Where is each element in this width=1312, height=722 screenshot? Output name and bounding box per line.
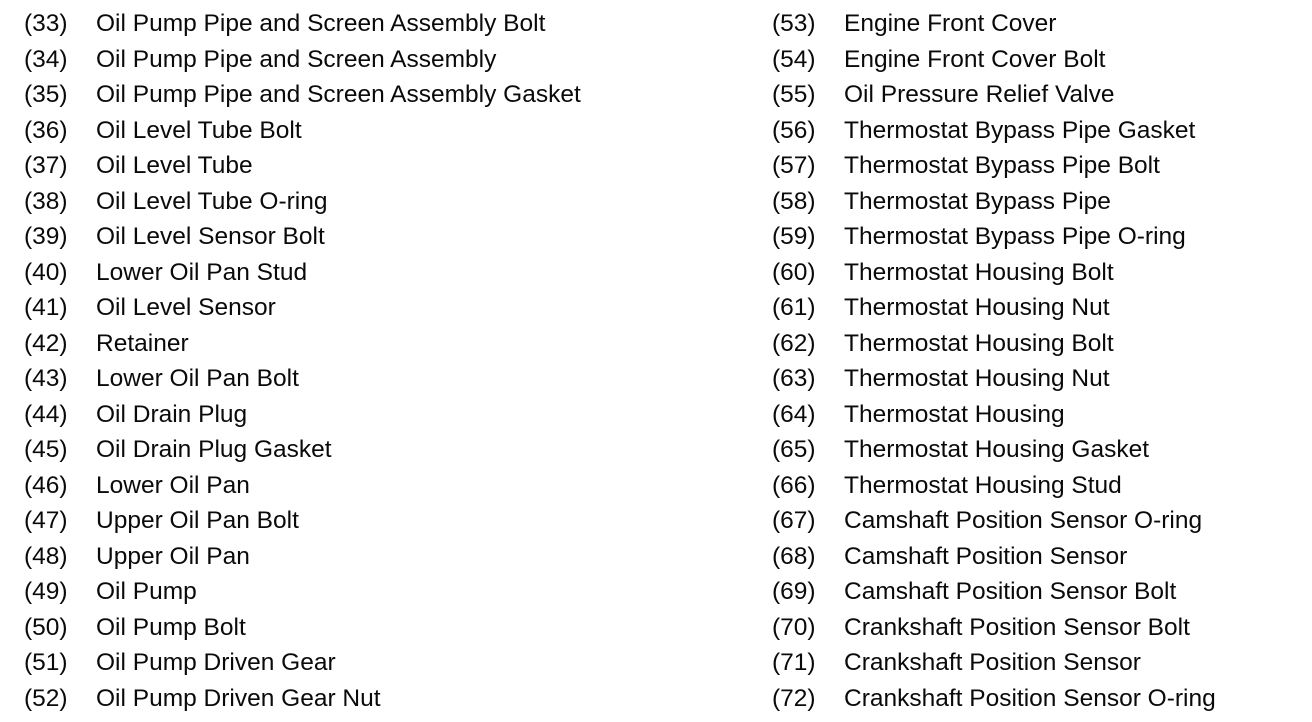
part-number: (39) [24,223,68,250]
part-number: (34) [24,45,68,73]
part-name: Thermostat Housing [844,400,1065,428]
part-name: Thermostat Housing Stud [844,471,1122,499]
part-number: (33) [24,10,68,37]
part-number: (46) [24,471,68,499]
parts-list-item [24,77,724,113]
parts-list-item [24,290,724,326]
parts-list-item [772,290,1302,326]
part-number: (53) [772,10,816,37]
part-name: Oil Pressure Relief Valve [844,81,1115,108]
part-number: (50) [24,613,68,641]
part-name: Crankshaft Position Sensor O-ring [844,684,1216,712]
parts-list-item [24,6,724,42]
part-name: Oil Pump Pipe and Screen Assembly [96,45,497,73]
parts-list-item [24,148,724,184]
part-name: Oil Level Sensor Bolt [96,223,325,250]
part-number: (70) [772,613,816,641]
part-name: Crankshaft Position Sensor [844,649,1141,676]
part-name: Lower Oil Pan [96,471,250,499]
parts-list-item [24,326,724,362]
parts-list-right [772,6,1302,716]
part-name: Retainer [96,329,189,357]
part-number: (42) [24,329,68,357]
parts-list-item [772,255,1302,291]
part-number: (62) [772,329,816,357]
parts-list-item [24,432,724,468]
parts-list-item [772,113,1302,149]
part-number: (71) [772,649,816,676]
parts-list-item [24,574,724,610]
part-number: (38) [24,187,68,215]
part-number: (47) [24,507,68,534]
part-name: Lower Oil Pan Bolt [96,365,299,392]
parts-list-item [772,574,1302,610]
parts-list-item [24,539,724,575]
parts-list-item [772,6,1302,42]
part-number: (37) [24,152,68,179]
parts-list-item [772,184,1302,220]
part-name: Crankshaft Position Sensor Bolt [844,613,1190,641]
part-name: Oil Level Tube Bolt [96,116,302,144]
part-name: Oil Pump Bolt [96,613,246,641]
part-name: Thermostat Bypass Pipe Gasket [844,116,1196,144]
part-number: (55) [772,81,816,108]
part-number: (58) [772,187,816,215]
part-name: Thermostat Housing Nut [844,365,1110,392]
part-number: (54) [772,45,816,73]
parts-list-item [772,77,1302,113]
part-name: Thermostat Bypass Pipe Bolt [844,152,1160,179]
part-number: (52) [24,684,68,712]
parts-list-item [24,503,724,539]
parts-list-item [772,397,1302,433]
parts-list-item [24,361,724,397]
part-number: (59) [772,223,816,250]
parts-list-item [24,42,724,78]
parts-list-item [24,397,724,433]
part-name: Oil Drain Plug Gasket [96,436,332,463]
part-number: (57) [772,152,816,179]
part-name: Camshaft Position Sensor O-ring [844,507,1203,534]
part-name: Oil Level Sensor [96,294,276,321]
parts-list-item [772,42,1302,78]
part-number: (64) [772,400,816,428]
parts-list-item [24,645,724,681]
part-name: Oil Pump [96,578,197,605]
part-name: Oil Pump Driven Gear [96,649,336,676]
part-number: (40) [24,258,68,286]
parts-list-item [772,432,1302,468]
part-name: Upper Oil Pan [96,542,250,570]
parts-list-item [772,148,1302,184]
part-number: (65) [772,436,816,463]
parts-list-item [24,681,724,717]
part-name: Oil Pump Driven Gear Nut [96,684,381,712]
parts-list-item [24,184,724,220]
parts-list-item [24,468,724,504]
part-name: Oil Drain Plug [96,400,248,428]
parts-list-item [772,539,1302,575]
part-name: Thermostat Housing Gasket [844,436,1150,463]
part-name: Camshaft Position Sensor [844,542,1128,570]
part-number: (36) [24,116,68,144]
part-number: (61) [772,294,816,321]
parts-list-item [772,610,1302,646]
part-number: (44) [24,400,68,428]
parts-list-item [24,610,724,646]
part-number: (72) [772,684,816,712]
part-name: Engine Front Cover Bolt [844,45,1106,73]
part-number: (43) [24,365,68,392]
parts-list-item [772,645,1302,681]
parts-list-item [772,468,1302,504]
part-number: (66) [772,471,816,499]
part-number: (45) [24,436,68,463]
parts-list-item [772,361,1302,397]
part-number: (67) [772,507,816,534]
part-number: (51) [24,649,68,676]
part-number: (56) [772,116,816,144]
part-number: (35) [24,81,68,108]
part-name: Upper Oil Pan Bolt [96,507,299,534]
part-number: (63) [772,365,816,392]
part-name: Engine Front Cover [844,10,1057,37]
part-name: Thermostat Bypass Pipe [844,187,1111,215]
parts-list-item [24,255,724,291]
part-number: (69) [772,578,816,605]
parts-list-item [772,219,1302,255]
parts-list-left [24,6,724,716]
part-name: Oil Pump Pipe and Screen Assembly Bolt [96,10,546,37]
part-number: (48) [24,542,68,570]
part-name: Thermostat Housing Bolt [844,258,1114,286]
parts-list-item [24,219,724,255]
parts-list-item [24,113,724,149]
part-name: Thermostat Housing Nut [844,294,1110,321]
part-number: (41) [24,294,68,321]
part-name: Thermostat Bypass Pipe O-ring [844,223,1186,250]
part-name: Thermostat Housing Bolt [844,329,1114,357]
parts-list-item [772,503,1302,539]
parts-list-item [772,681,1302,717]
part-name: Lower Oil Pan Stud [96,258,308,286]
part-name: Camshaft Position Sensor Bolt [844,578,1177,605]
part-number: (49) [24,578,68,605]
part-number: (60) [772,258,816,286]
part-name: Oil Level Tube O-ring [96,187,328,215]
part-number: (68) [772,542,816,570]
part-name: Oil Pump Pipe and Screen Assembly Gasket [96,81,581,108]
part-name: Oil Level Tube [96,152,253,179]
parts-list-item [772,326,1302,362]
